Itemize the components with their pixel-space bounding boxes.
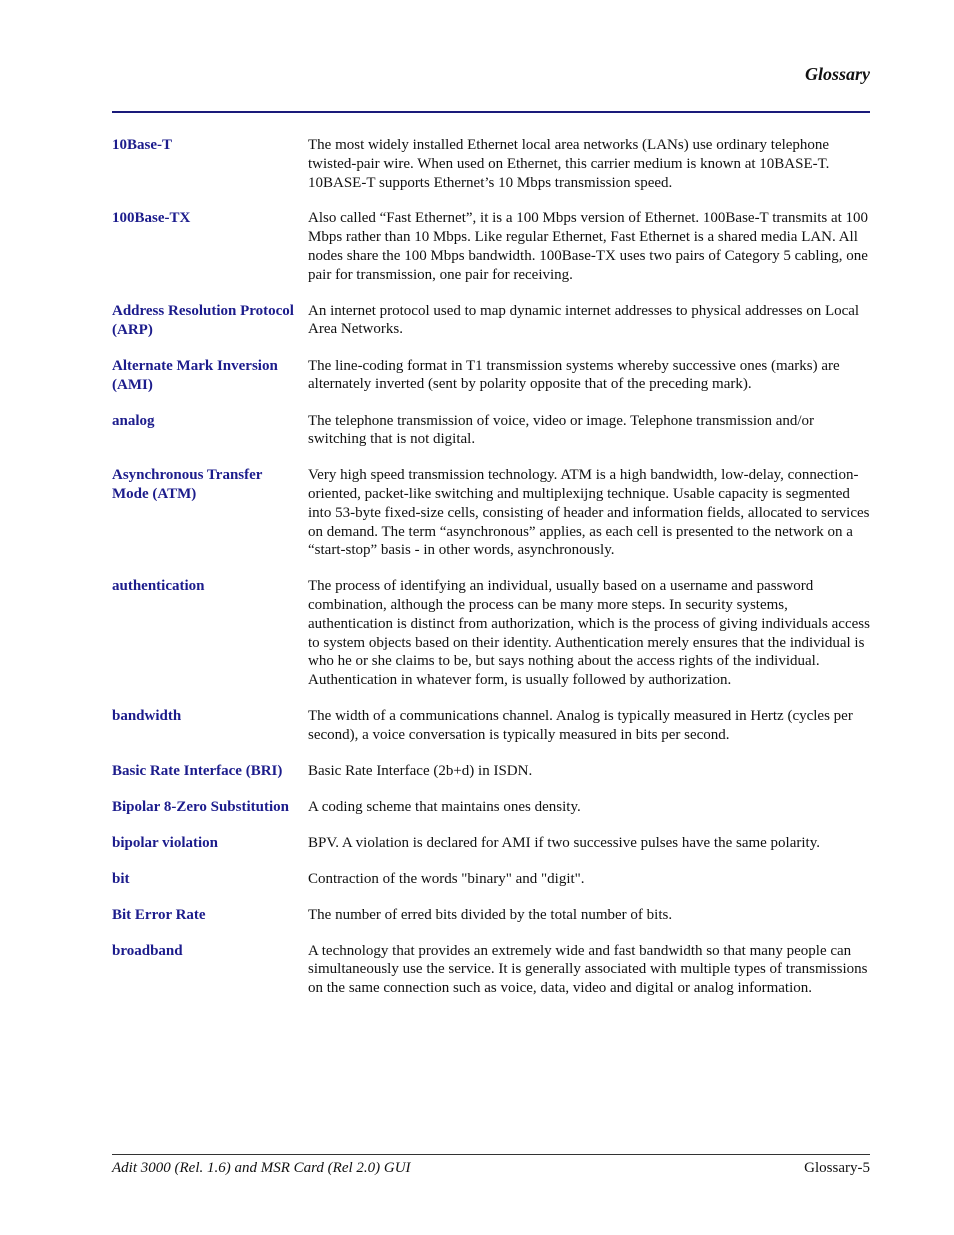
glossary-term[interactable]: bipolar violation (112, 834, 218, 851)
page-header-title: Glossary (804, 64, 870, 84)
glossary-definition: A technology that provides an extremely wide and fast bandwidth so that many people can simultaneously use the service. It is generally associated with multiple types of transmissions on the same connection such as voice, data, video and digital or analog information. (308, 942, 868, 997)
glossary-definition: Very high speed transmission technology. ATM is a high bandwidth, low-delay, connection-oriented, packet-like switching and multiplexijng technique. Usable capacity is segmented into 53-byte fixed-size cells, consisting of header and information fields, allocated to services on demand. The term “asynchronous” applies, as each cell is presented to the network on a “start-stop” basis - in other words, asynchronously. (308, 467, 870, 559)
glossary-definition: A coding scheme that maintains ones density. (308, 798, 581, 815)
glossary-entry (112, 302, 870, 340)
glossary-term[interactable]: broadband (112, 942, 183, 959)
glossary-term[interactable]: authentication (112, 578, 205, 595)
glossary-entry (112, 762, 870, 781)
footer-document-title: Adit 3000 (Rel. 1.6) and MSR Card (Rel 2.0) GUI (112, 1160, 411, 1176)
glossary-term[interactable]: Alternate Mark Inversion (AMI) (112, 357, 278, 393)
glossary-definition: The process of identifying an individual, usually based on a username and password combination, although the process can be many more steps. In security systems, authentication is distinct from authorization, which is the process of giving individuals access to system objects based on their identity. Authentication merely ensures that the individual is who he or she claims to be, but says nothing about the access rights of the individual. Authentication in whatever form, is usually followed by authorization. (308, 578, 870, 689)
glossary-term[interactable]: bit (112, 870, 130, 887)
footer-page-number: Glossary-5 (804, 1160, 870, 1176)
glossary-entry (112, 870, 870, 889)
glossary-term[interactable]: bandwidth (112, 707, 182, 724)
glossary-term[interactable]: Bipolar 8-Zero Substitution (112, 798, 289, 815)
glossary-term[interactable]: 100Base-TX (112, 210, 191, 227)
glossary-definition: The width of a communications channel. Analog is typically measured in Hertz (cycles per second), a voice conversation is typically measured in bits per second. (308, 707, 853, 743)
glossary-entry (112, 798, 870, 817)
glossary-entry (112, 412, 870, 450)
glossary-definition: The most widely installed Ethernet local area networks (LANs) use ordinary telephone twisted-pair wire. When used on Ethernet, this carrier medium is known at 10BASE-T. 10BASE-T supports Ethernet’s 10 Mbps transmission speed. (308, 137, 830, 191)
glossary-entry (112, 209, 870, 284)
glossary-definition: The telephone transmission of voice, video or image. Telephone transmission and/or switching that is not digital. (308, 412, 815, 448)
glossary-definition: The line-coding format in T1 transmission systems whereby successive ones (marks) are alternately inverted (sent by polarity opposite that of the preceding mark). (308, 357, 840, 393)
glossary-definition: BPV. A violation is declared for AMI if two successive pulses have the same polarity. (308, 834, 820, 851)
glossary-term[interactable]: Basic Rate Interface (BRI) (112, 762, 283, 779)
glossary-definition: Basic Rate Interface (2b+d) in ISDN. (308, 762, 533, 779)
glossary-definition: Also called “Fast Ethernet”, it is a 100 Mbps version of Ethernet. 100Base-T transmits at 100 Mbps rather than 10 Mbps. Like regular Ethernet, Fast Ethernet is a shared media LAN. All nodes share the 100 Mbps bandwidth. 100Base-TX uses two pairs of Category 5 cabling, one pair for transmission, one pair for receiving. (308, 210, 869, 283)
glossary-term[interactable]: Bit Error Rate (112, 906, 206, 923)
glossary-entry (112, 136, 870, 192)
footer-divider (112, 1154, 870, 1155)
glossary-entry (112, 466, 870, 560)
glossary-entry (112, 906, 870, 925)
glossary-term[interactable]: analog (112, 412, 155, 429)
glossary-definition: An internet protocol used to map dynamic internet addresses to physical addresses on Local Area Networks. (308, 302, 860, 338)
glossary-entry (112, 357, 870, 395)
glossary-definition: The number of erred bits divided by the total number of bits. (308, 906, 673, 923)
header-divider (112, 111, 870, 113)
glossary-entry (112, 834, 870, 853)
glossary-definition: Contraction of the words "binary" and "digit". (308, 870, 585, 887)
glossary-term[interactable]: Address Resolution Protocol (ARP) (112, 302, 294, 338)
glossary-entry (112, 577, 870, 690)
glossary-entry (112, 942, 870, 998)
glossary-entry (112, 707, 870, 745)
glossary-term[interactable]: Asynchronous Transfer Mode (ATM) (112, 467, 263, 503)
glossary-list (112, 136, 870, 1015)
glossary-term[interactable]: 10Base-T (112, 137, 172, 153)
